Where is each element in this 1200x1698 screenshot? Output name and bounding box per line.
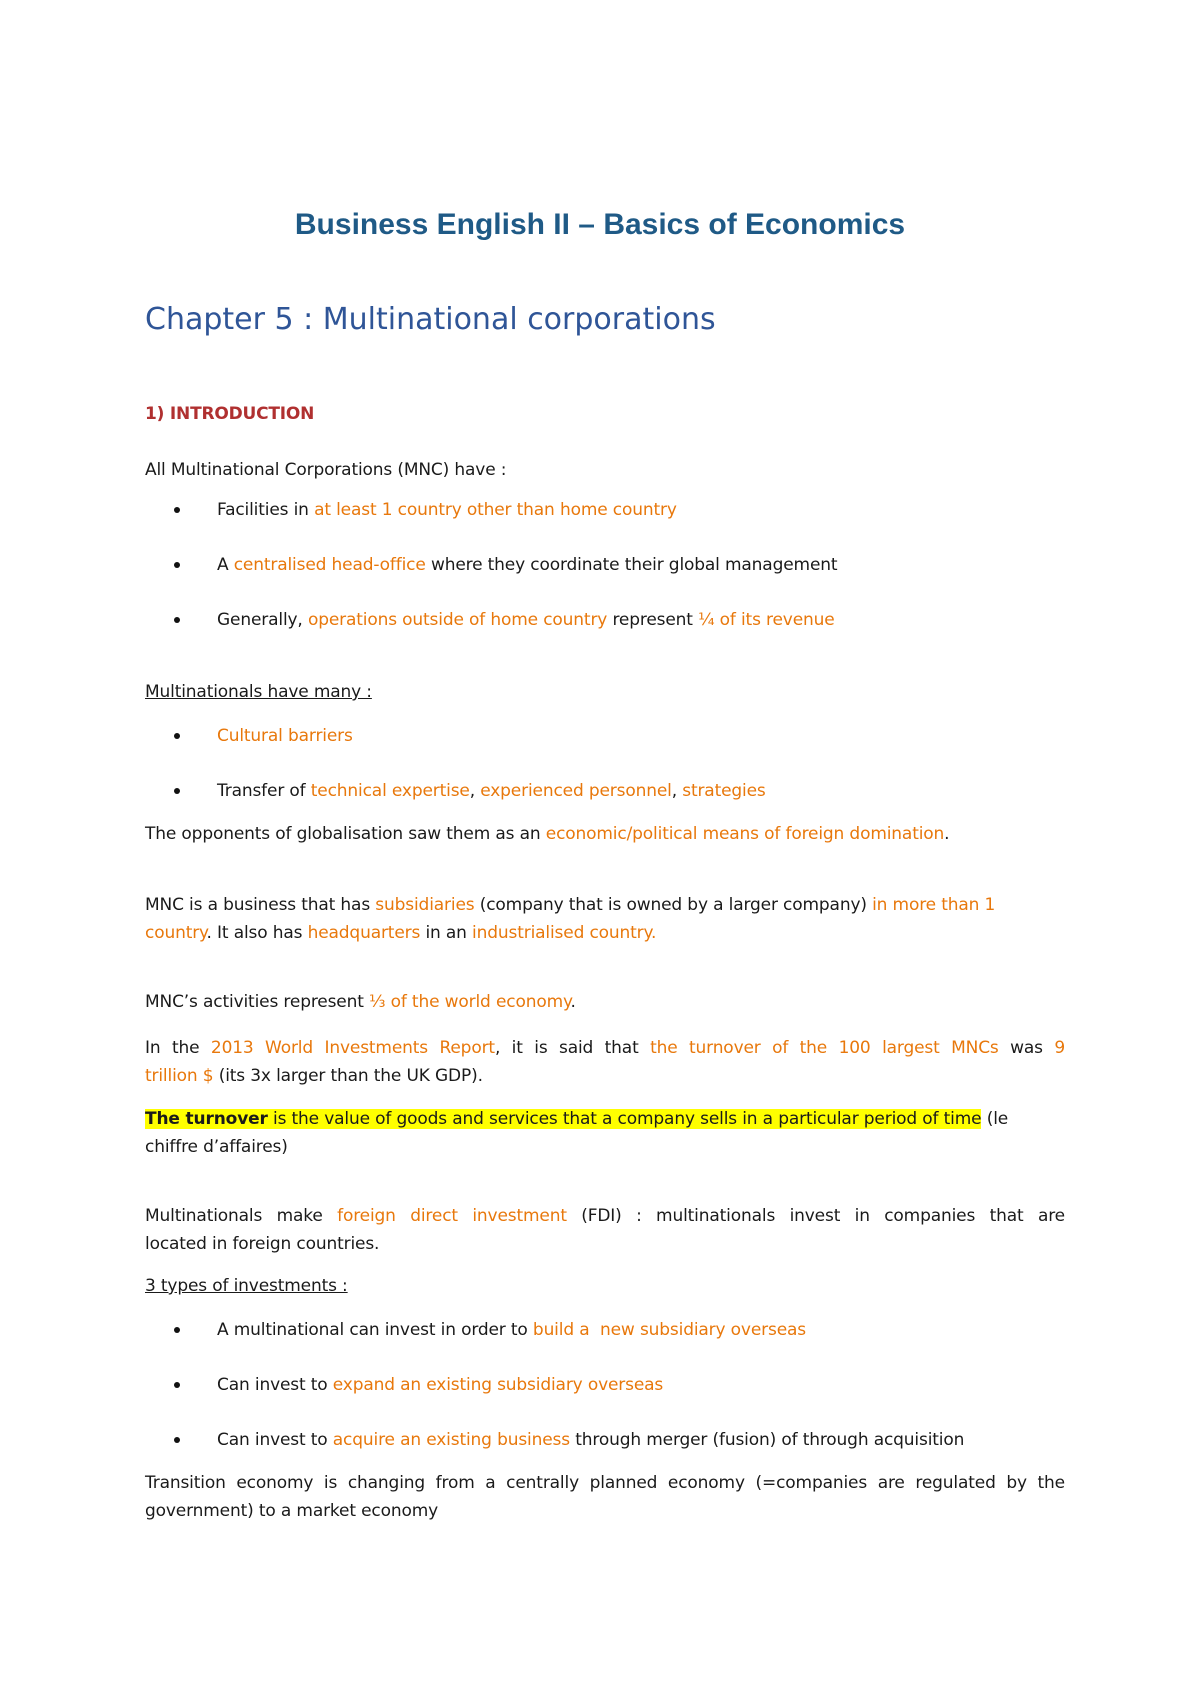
key-term: at least 1 country other than home country <box>314 500 677 520</box>
document-title: Business English II – Basics of Economics <box>294 208 906 241</box>
bullet-text: through merger (fusion) of through acquisition <box>569 1430 965 1450</box>
bullet-text: A <box>217 555 234 575</box>
bullet-icon <box>174 1382 180 1388</box>
intro-lead: All Multinational Corporations (MNC) have : <box>145 460 507 480</box>
defined-term: The turnover <box>145 1109 268 1129</box>
bullet-text: , <box>671 781 683 801</box>
key-term: acquire an existing business <box>332 1430 570 1450</box>
key-term: in more than 1 <box>872 895 996 915</box>
bullet-text: where they coordinate their global management <box>425 555 838 575</box>
key-term: the turnover of the 100 largest MNCs <box>650 1038 999 1058</box>
report-paragraph: In the 2013 World Investments Report, it is said that the turnover of the 100 largest MNCs was 9 trillion $ (its 3x larger than the UK GDP). <box>145 1038 1065 1086</box>
key-term: subsidiaries <box>375 895 475 915</box>
bullet-text: Can invest to <box>217 1375 333 1395</box>
bullet-icon <box>174 1327 180 1333</box>
bullet-icon <box>174 788 180 794</box>
bullet-icon <box>174 617 180 623</box>
opponents-paragraph: The opponents of globalisation saw them as an economic/political means of foreign domination. <box>145 824 950 844</box>
bullet-text: Facilities in <box>217 500 315 520</box>
key-term: Cultural barriers <box>217 726 353 746</box>
key-term: operations outside of home country <box>307 610 608 630</box>
turnover-definition-paragraph: The turnover is the value of goods and services that a company sells in a particular period of time (le chiffre d’affaires) <box>145 1109 1009 1157</box>
key-term: economic/political means of foreign domination <box>545 824 945 844</box>
key-term: technical expertise <box>310 781 470 801</box>
key-term: 2013 World Investments Report <box>210 1038 495 1058</box>
key-term: build a new subsidiary overseas <box>532 1320 806 1340</box>
bullet-text: represent <box>607 610 699 630</box>
mnc-definition-paragraph: MNC is a business that has subsidiaries (company that is owned by a larger company) in more than 1 country. It also has headquarters in an industrialised country. <box>145 895 996 943</box>
transition-paragraph: Transition economy is changing from a centrally planned economy (=companies are regulated by the government) to a market economy <box>145 1473 1065 1521</box>
bullet-text: Transfer of <box>217 781 311 801</box>
bullet-text: Generally, <box>217 610 308 630</box>
bullet-text: Can invest to <box>217 1430 333 1450</box>
key-term: ⅓ of the world economy <box>369 992 571 1012</box>
bullet-icon <box>174 733 180 739</box>
key-term: centralised head-office <box>233 555 426 575</box>
key-term: ¼ of its revenue <box>698 610 835 630</box>
bullet-icon <box>174 507 180 513</box>
key-term: experienced personnel <box>480 781 672 801</box>
bullet-text: A multinational can invest in order to <box>217 1320 533 1340</box>
key-term: trillion $ <box>145 1066 214 1086</box>
key-term: industrialised country. <box>472 923 657 943</box>
key-term: expand an existing subsidiary overseas <box>332 1375 664 1395</box>
definition-text: is the value of goods and services that a company sells in a particular period of time <box>267 1109 982 1129</box>
key-term: country <box>145 923 207 943</box>
bullet-icon <box>174 562 180 568</box>
fdi-paragraph: Multinationals make foreign direct investment (FDI) : multinationals invest in companies that are located in foreign countries. <box>145 1206 1065 1254</box>
bullet-icon <box>174 1437 180 1443</box>
bullet-text: , <box>469 781 481 801</box>
types-label: 3 types of investments : <box>145 1276 348 1296</box>
key-term: headquarters <box>307 923 421 943</box>
section-heading-introduction: 1) INTRODUCTION <box>145 404 315 424</box>
key-term: 9 <box>1054 1038 1065 1058</box>
key-term: strategies <box>682 781 766 801</box>
activities-paragraph: MNC’s activities represent ⅓ of the world economy. <box>145 992 576 1012</box>
many-label: Multinationals have many : <box>145 682 372 702</box>
chapter-heading: Chapter 5 : Multinational corporations <box>145 302 716 337</box>
key-term: foreign direct investment <box>337 1206 567 1226</box>
